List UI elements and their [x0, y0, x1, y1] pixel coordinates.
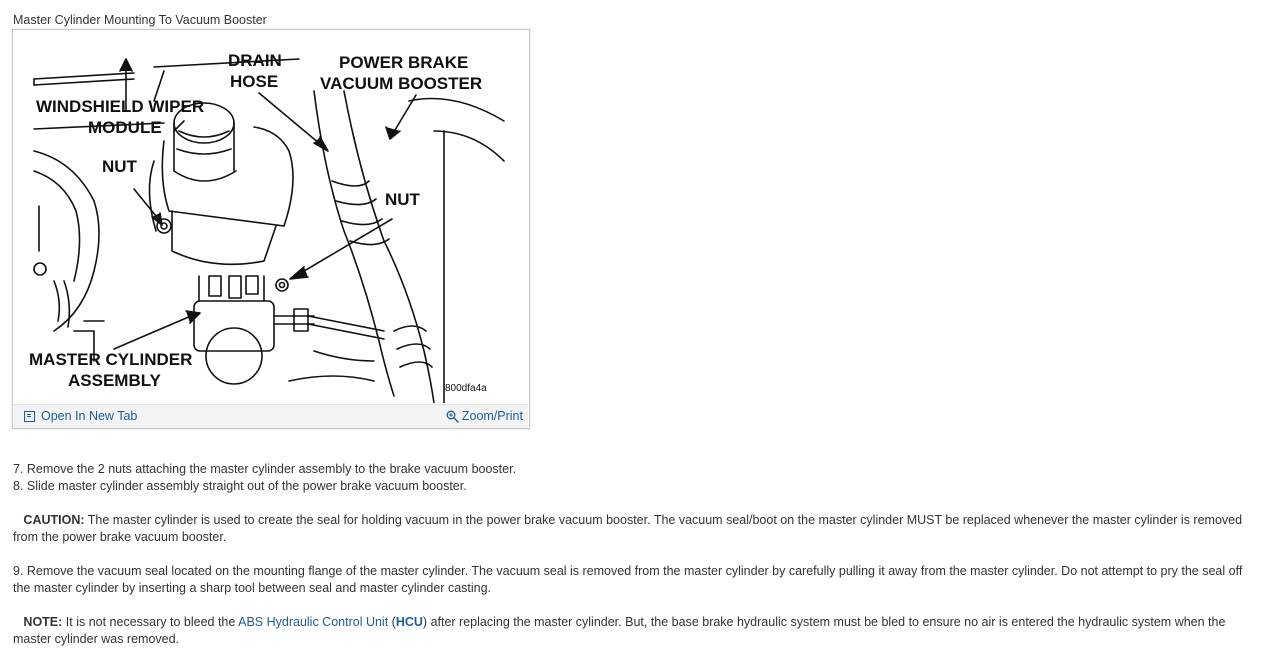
label-module: MODULE — [88, 118, 162, 137]
note-text-after: after replacing the master cylinder. But, the base brake hydraulic system must be bled to ensure no air is entered the hydraulic system when the master cylinder was removed. — [13, 615, 1226, 646]
step-list — [13, 461, 1253, 495]
label-hose: HOSE — [230, 72, 279, 91]
label-nut-left: NUT — [102, 157, 137, 176]
label-power-brake: POWER BRAKE — [339, 53, 469, 72]
step-8: 8. Slide master cylinder assembly straight out of the power brake vacuum booster. — [13, 479, 467, 493]
label-nut-right: NUT — [385, 190, 420, 209]
open-in-new-tab-label: Open In New Tab — [41, 409, 138, 423]
caution-paragraph — [13, 512, 1253, 546]
note-text-before: It is not necessary to bleed the — [62, 615, 239, 629]
abs-hcu-link[interactable]: ABS Hydraulic Control Unit — [238, 615, 389, 629]
label-windshield-wiper: WINDSHIELD WIPER — [36, 97, 205, 116]
label-assembly: ASSEMBLY — [68, 371, 161, 390]
note-paragraph — [13, 614, 1253, 648]
figure-container — [12, 29, 530, 429]
label-master-cylinder: MASTER CYLINDER — [29, 350, 193, 369]
open-new-tab-icon — [24, 411, 35, 422]
figure-code: 800dfa4a — [445, 383, 487, 394]
figure-caption: Master Cylinder Mounting To Vacuum Booster — [13, 13, 267, 27]
step-7: 7. Remove the 2 nuts attaching the master cylinder assembly to the brake vacuum booster. — [13, 462, 517, 476]
caution-label: CAUTION: — [23, 513, 85, 527]
open-in-new-tab-link[interactable] — [24, 409, 137, 423]
figure-footer — [14, 404, 528, 428]
label-drain: DRAIN — [228, 51, 282, 70]
note-paren-close: ) — [422, 615, 428, 629]
note-paren-open: ( — [388, 615, 396, 629]
master-cylinder-diagram[interactable] — [14, 31, 528, 403]
label-vacuum-booster: VACUUM BOOSTER — [320, 74, 483, 93]
zoom-print-label: Zoom/Print — [461, 409, 523, 423]
note-label: NOTE: — [23, 615, 63, 629]
step-9: 9. Remove the vacuum seal located on the mounting flange of the master cylinder. The vacuum seal is removed from the master cylinder by carefully pulling it away from the master cylinder. Do not attempt to pry the seal off the master cylinder by inserting a sharp tool between seal and master cylinder casting. — [13, 564, 1243, 595]
zoom-print-link[interactable] — [446, 409, 523, 423]
hcu-abbr-link[interactable]: HCU — [395, 615, 423, 629]
magnifier-zoom-icon — [446, 410, 459, 423]
caution-text: The master cylinder is used to create the seal for holding vacuum in the power brake vacuum booster. The vacuum seal/boot on the master cylinder MUST be replaced whenever the master cylinder is removed from the power brake vacuum booster. — [13, 513, 1243, 544]
diagram-drawing — [14, 31, 528, 403]
